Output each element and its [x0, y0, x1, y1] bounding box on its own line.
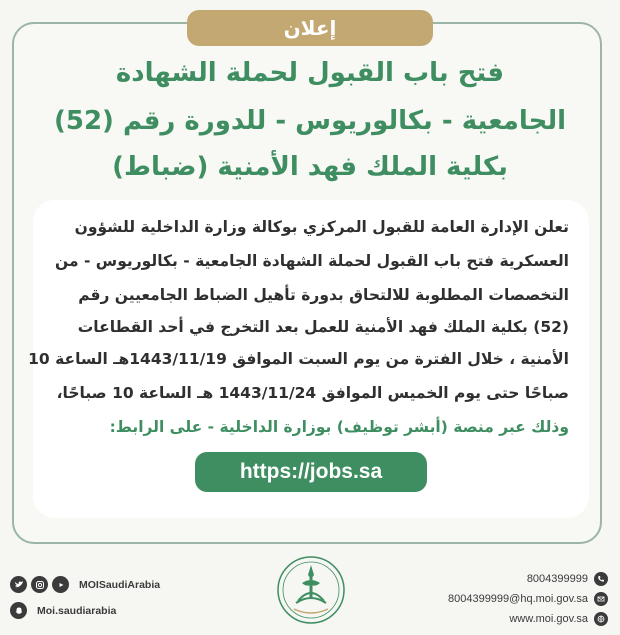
body-line-5: الأمنية ، خلال الفترة من يوم السبت الموافق 1443/11/19هـ الساعة 10 [28, 350, 569, 368]
youtube-icon[interactable] [52, 576, 69, 593]
body-line-2: العسكرية فتح باب القبول لحملة الشهادة الجامعية - بكالوريوس - من [55, 252, 569, 270]
contact-website [509, 612, 608, 626]
phone-icon [594, 572, 608, 586]
twitter-handle[interactable]: MOISaudiArabia [79, 578, 161, 591]
social-row-2 [10, 602, 116, 619]
body-line-1: تعلن الإدارة العامة للقبول المركزي بوكالة وزارة الداخلية للشؤون [74, 218, 569, 236]
headline-line-2: الجامعية - بكالوريوس - للدورة رقم (52) [53, 106, 567, 136]
social-row-1 [10, 576, 160, 593]
contact-footer [388, 572, 608, 632]
announcement-card [28, 200, 589, 518]
email-address[interactable]: 8004399999@hq.moi.gov.sa [447, 593, 588, 605]
headline-line-1: فتح باب القبول لحملة الشهادة [115, 58, 505, 88]
snapchat-icon[interactable] [10, 602, 27, 619]
snapchat-handle[interactable]: Moi.saudiarabia [37, 604, 117, 617]
body-line-6: صباحًا حتى يوم الخميس الموافق 1443/11/24 هـ الساعة 10 صباحًا، [56, 384, 569, 402]
announcement-badge: إعلان [187, 10, 433, 46]
phone-number[interactable]: 8004399999 [526, 573, 588, 585]
email-icon [594, 592, 608, 606]
social-footer [10, 570, 210, 630]
body-line-3: التخصصات المطلوبة للالتحاق بدورة تأهيل الضباط الجامعيين رقم [78, 286, 569, 304]
website-url[interactable]: www.moi.gov.sa [509, 613, 588, 625]
twitter-icon[interactable] [10, 576, 27, 593]
headline-line-3: بكلية الملك فهد الأمنية (ضباط) [112, 152, 508, 182]
body-line-7: وذلك عبر منصة (أبشر توظيف) بوزارة الداخلية - على الرابط: [109, 418, 569, 436]
globe-icon [594, 612, 608, 626]
instagram-icon[interactable] [31, 576, 48, 593]
contact-email [448, 592, 608, 606]
ministry-emblem [276, 555, 346, 625]
contact-phone [527, 572, 608, 586]
jobs-link-button[interactable]: https://jobs.sa [195, 452, 427, 492]
body-line-4: (52) بكلية الملك فهد الأمنية للعمل بعد التخرج في أحد القطاعات [77, 318, 569, 336]
